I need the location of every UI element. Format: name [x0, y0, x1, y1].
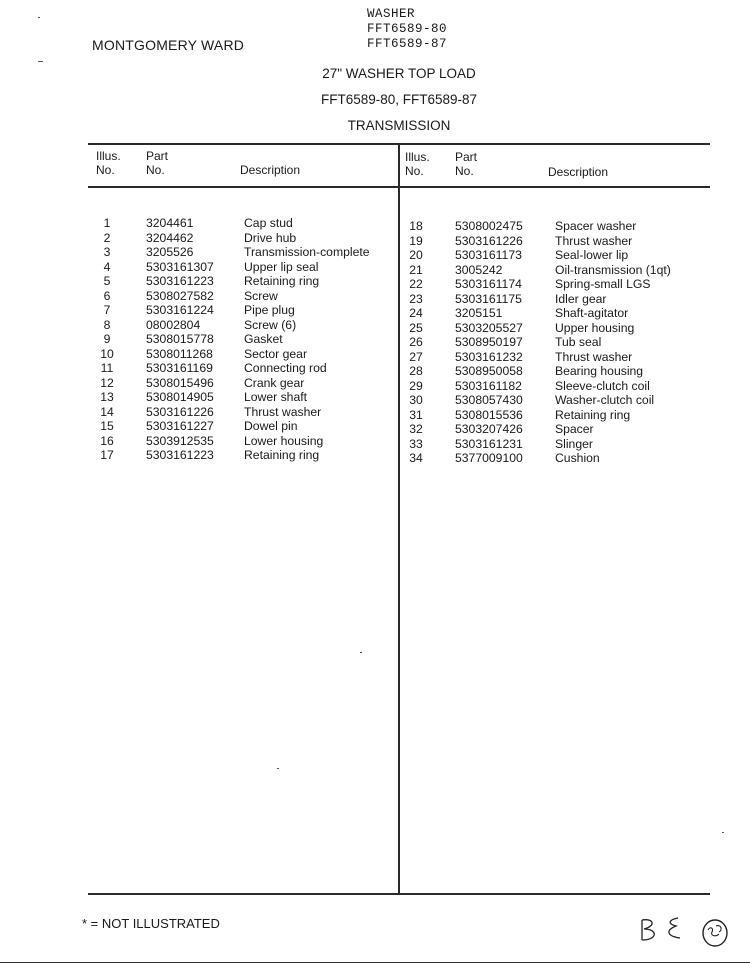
- illus-number: 1: [103, 216, 111, 230]
- part-description: Retaining ring: [244, 448, 320, 462]
- illus-number: 21: [409, 262, 423, 277]
- illus-number: 28: [409, 364, 423, 378]
- illus-number: 13: [100, 390, 114, 404]
- part-description: Shaft-agitator: [555, 306, 629, 320]
- illus-number: 11: [100, 361, 114, 375]
- right-illus-header: Illus. No.: [405, 150, 430, 178]
- part-number: 3204462: [146, 230, 194, 245]
- part-number: 5303161169: [146, 361, 213, 375]
- part-number: 5303161182: [455, 378, 522, 393]
- right-description-header: Description: [548, 165, 609, 179]
- table-row: [0, 292, 750, 306]
- illus-number: 6: [103, 288, 111, 303]
- part-number: 5377009100: [455, 451, 523, 465]
- part-description: Dowel pin: [244, 419, 298, 433]
- brand-name: MONTGOMERY WARD: [92, 37, 245, 53]
- part-number: 5303912535: [146, 433, 214, 448]
- left-illus-header: Illus. No.: [96, 149, 121, 177]
- illus-number: 18: [409, 219, 423, 233]
- part-description: Spring-small LGS: [555, 277, 651, 291]
- model-header: [367, 7, 447, 52]
- table-row: [0, 219, 750, 233]
- illus-number: 2: [103, 230, 111, 245]
- document-models: FFT6589-80, FFT6589-87: [320, 92, 478, 107]
- part-description: Screw (6): [244, 317, 297, 332]
- illus-number: 10: [100, 346, 114, 361]
- illus-number: 25: [409, 320, 423, 335]
- illus-number: 24: [409, 306, 423, 320]
- part-description: Oil-transmission (1qt): [555, 262, 671, 277]
- scan-speck: [360, 652, 362, 653]
- part-description: Gasket: [244, 332, 283, 346]
- scan-speck: [722, 832, 724, 833]
- part-description: Connecting rod: [244, 361, 327, 375]
- part-description: Sector gear: [244, 346, 308, 361]
- part-number: 3205151: [455, 306, 503, 320]
- table-row: [0, 306, 750, 320]
- part-description: Spacer washer: [555, 219, 637, 233]
- scan-speck: [38, 61, 43, 62]
- section-title: TRANSMISSION: [347, 118, 451, 133]
- illus-number: 15: [100, 419, 114, 433]
- part-number: 5308015496: [146, 375, 214, 390]
- part-number: 5308950058: [455, 364, 523, 378]
- illus-number: 9: [103, 332, 111, 346]
- table-row: [0, 437, 750, 451]
- part-number: 5303161223: [146, 448, 214, 462]
- part-number: 5308027582: [146, 288, 214, 303]
- table-bottom-rule: [88, 893, 710, 895]
- part-description: Thrust washer: [244, 404, 322, 419]
- part-number: 5303161226: [146, 404, 214, 419]
- table-row: [0, 451, 750, 465]
- part-number: 5303205527: [455, 320, 523, 335]
- illus-number: 14: [100, 404, 114, 419]
- part-number: 5303207426: [455, 422, 523, 436]
- table-row: [0, 321, 750, 335]
- part-description: Drive hub: [244, 230, 297, 245]
- scan-speck: [277, 768, 279, 769]
- illus-number: 29: [409, 378, 423, 393]
- left-part-header: Part No.: [146, 149, 169, 177]
- illus-number: 8: [103, 317, 111, 332]
- part-number: 5308015778: [146, 332, 214, 346]
- part-description: Lower shaft: [244, 390, 308, 404]
- scan-speck: [38, 17, 40, 18]
- illus-number: 5: [103, 274, 111, 288]
- part-description: Spacer: [555, 422, 594, 436]
- illus-number: 27: [409, 349, 423, 364]
- part-description: Cap stud: [244, 216, 293, 230]
- part-number: 5308011268: [146, 346, 213, 361]
- table-row: [0, 393, 750, 407]
- table-row: [0, 379, 750, 393]
- illus-number: 22: [409, 277, 423, 291]
- table-row: [0, 408, 750, 422]
- product-type: WASHER: [367, 7, 416, 21]
- right-part-header: Part No.: [455, 150, 478, 178]
- table-row: [0, 234, 750, 248]
- left-description-header: Description: [240, 163, 301, 177]
- part-description: Retaining ring: [244, 274, 320, 288]
- illus-number: 33: [409, 436, 423, 451]
- illus-number: 4: [103, 259, 111, 274]
- part-description: Washer-clutch coil: [555, 393, 655, 407]
- part-description: Upper housing: [555, 320, 635, 335]
- part-description: Bearing housing: [555, 364, 644, 378]
- part-number: 5303161231: [455, 436, 523, 451]
- part-description: Crank gear: [244, 375, 305, 390]
- part-description: Retaining ring: [555, 407, 631, 422]
- part-number: 5303161174: [455, 277, 522, 291]
- table-row: [0, 350, 750, 364]
- part-description: Seal-lower lip: [555, 248, 629, 262]
- illus-number: 3: [103, 245, 111, 259]
- part-number: 5308057430: [455, 393, 523, 407]
- part-number: 5303161224: [146, 303, 214, 317]
- part-number: 5303161223: [146, 274, 214, 288]
- part-description: Cushion: [555, 451, 600, 465]
- part-number: 08002804: [146, 317, 201, 332]
- part-description: Tub seal: [555, 335, 602, 349]
- part-description: Transmission-complete: [244, 245, 370, 259]
- part-number: 5308950197: [455, 335, 523, 349]
- table-row: [0, 277, 750, 291]
- part-number: 5303161227: [146, 419, 214, 433]
- illus-number: 32: [409, 422, 423, 436]
- part-number: 5308015536: [455, 407, 523, 422]
- part-number: 5308014905: [146, 390, 214, 404]
- part-description: Thrust washer: [555, 349, 633, 364]
- part-number: 5303161307: [146, 259, 214, 274]
- illus-number: 19: [409, 233, 423, 248]
- part-number: 3005242: [455, 262, 503, 277]
- illus-number: 16: [100, 433, 114, 448]
- table-row: [0, 364, 750, 378]
- part-number: 5303161226: [455, 233, 523, 248]
- part-description: Lower housing: [244, 433, 324, 448]
- part-description: Upper lip seal: [244, 259, 319, 274]
- model-number-2: FFT6589-87: [367, 37, 448, 51]
- not-illustrated-note: * = NOT ILLUSTRATED: [82, 916, 220, 931]
- illus-number: 7: [103, 303, 111, 317]
- part-number: 5303161173: [455, 248, 522, 262]
- part-description: Slinger: [555, 436, 593, 451]
- table-row: [0, 335, 750, 349]
- illus-number: 26: [409, 335, 423, 349]
- part-number: 5303161232: [455, 349, 523, 364]
- illus-number: 17: [100, 448, 114, 462]
- illus-number: 30: [409, 393, 423, 407]
- handwritten-initials: [620, 906, 730, 956]
- page-bottom-edge: [0, 962, 750, 963]
- part-description: Screw: [244, 288, 278, 303]
- illus-number: 34: [409, 451, 423, 465]
- model-number-1: FFT6589-80: [367, 22, 448, 36]
- part-description: Thrust washer: [555, 233, 633, 248]
- illus-number: 23: [409, 291, 423, 306]
- part-number: 5303161175: [455, 291, 522, 306]
- illus-number: 20: [409, 248, 423, 262]
- part-description: Idler gear: [555, 291, 607, 306]
- part-number: 3205526: [146, 245, 194, 259]
- table-row: [0, 422, 750, 436]
- table-row: [0, 248, 750, 262]
- document-title: 27" WASHER TOP LOAD: [322, 66, 476, 81]
- illus-number: 31: [409, 407, 423, 422]
- part-description: Sleeve-clutch coil: [555, 378, 650, 393]
- illus-number: 12: [100, 375, 114, 390]
- part-number: 3204461: [146, 216, 194, 230]
- part-number: 5308002475: [455, 219, 523, 233]
- part-description: Pipe plug: [244, 303, 295, 317]
- table-row: [0, 263, 750, 277]
